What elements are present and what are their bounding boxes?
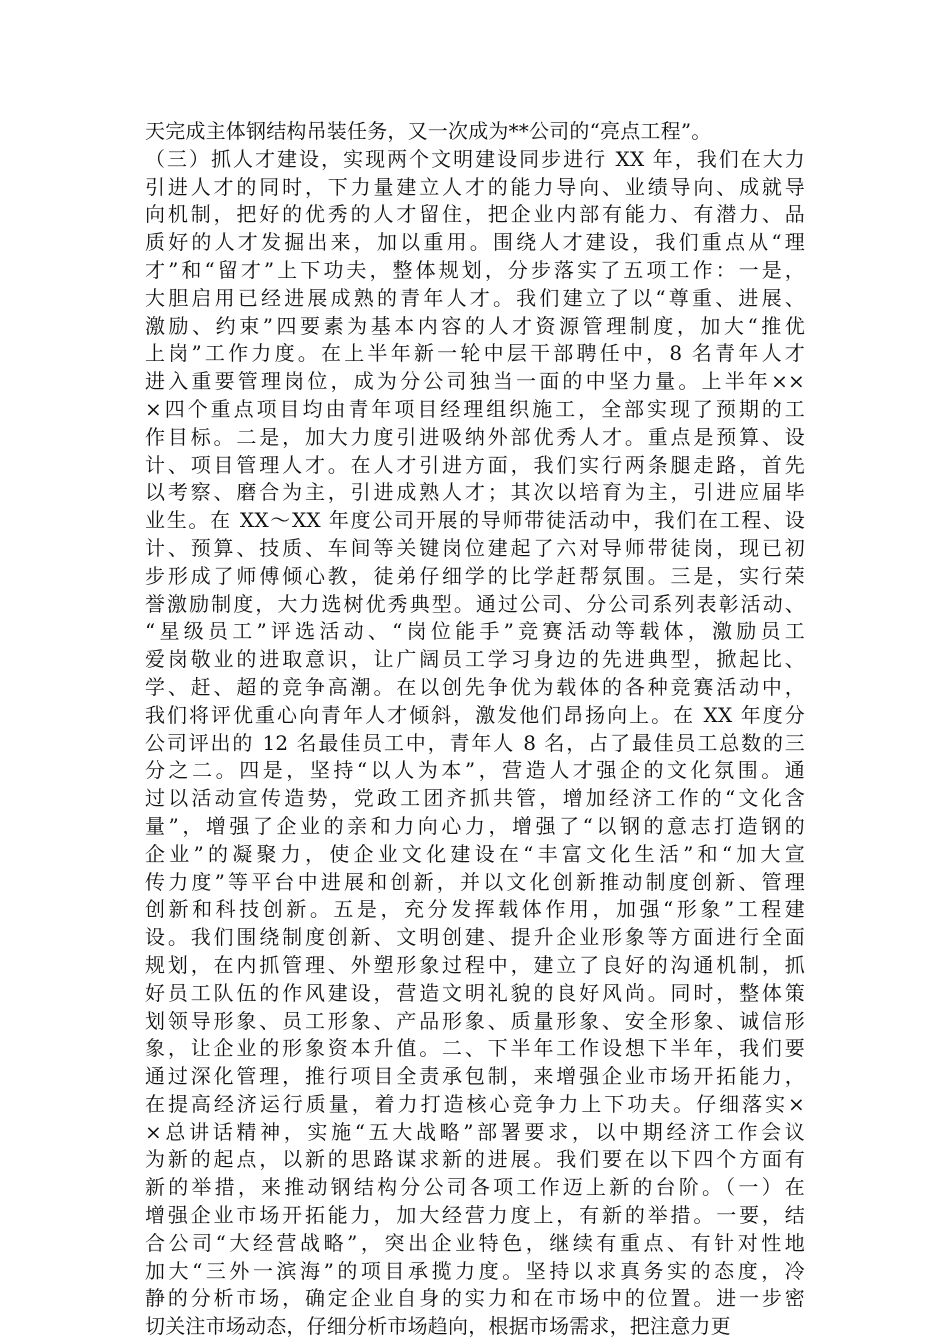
text-line: 计、预算、技质、车间等关键岗位建起了六对导师带徒岗，现已初 bbox=[145, 535, 805, 560]
text-line: 在提高经济运行质量，着力打造核心竞争力上下功夫。仔细落实× bbox=[145, 1091, 805, 1116]
text-line: 分之二。四是，坚持“以人为本”，营造人才强企的文化氛围。通 bbox=[145, 758, 805, 783]
text-line: 传力度”等平台中进展和创新，并以文化创新推动制度创新、管理 bbox=[145, 869, 805, 894]
text-line: 向机制，把好的优秀的人才留住，把企业内部有能力、有潜力、品 bbox=[145, 202, 805, 227]
text-line: 加大“三外一滨海”的项目承揽力度。坚持以求真务实的态度，冷 bbox=[145, 1258, 805, 1283]
text-line: 爱岗敬业的进取意识，让广阔员工学习身边的先进典型，掀起比、 bbox=[145, 647, 805, 672]
text-line: 象，让企业的形象资本升值。二、下半年工作设想下半年，我们要 bbox=[145, 1036, 805, 1061]
text-line: 量”，增强了企业的亲和力向心力，增强了“以钢的意志打造钢的 bbox=[145, 813, 805, 838]
text-line: 好员工队伍的作风建设，营造文明礼貌的良好风尚。同时，整体策 bbox=[145, 980, 805, 1005]
text-line: 我们将评优重心向青年人才倾斜，激发他们昂扬向上。在 XX 年度分 bbox=[145, 702, 805, 727]
text-line: 步形成了师傅倾心教，徒弟仔细学的比学赶帮氛围。三是，实行荣 bbox=[145, 563, 805, 588]
text-line: 通过深化管理，推行项目全责承包制，来增强企业市场开拓能力， bbox=[145, 1064, 805, 1089]
text-line: 进入重要管理岗位，成为分公司独当一面的中坚力量。上半年×× bbox=[145, 369, 805, 394]
text-line: 企业”的凝聚力，使企业文化建设在“丰富文化生活”和“加大宣 bbox=[145, 841, 805, 866]
text-line: “星级员工”评选活动、“岗位能手”竞赛活动等载体，激励员工 bbox=[145, 619, 805, 644]
text-line: 新的举措，来推动钢结构分公司各项工作迈上新的台阶。（一）在 bbox=[145, 1175, 805, 1200]
text-line: 质好的人才发掘出来，加以重用。围绕人才建设，我们重点从“理 bbox=[145, 230, 805, 255]
text-line: 激励、约束”四要素为基本内容的人才资源管理制度，加大“推优 bbox=[145, 313, 805, 338]
text-line: 公司评出的 12 名最佳员工中，青年人 8 名，占了最佳员工总数的三 bbox=[145, 730, 805, 755]
text-line: 增强企业市场开拓能力，加大经营力度上，有新的举措。一要，结 bbox=[145, 1203, 805, 1228]
text-line: ×总讲话精神，实施“五大战略”部署要求，以中期经济工作会议 bbox=[145, 1119, 805, 1144]
text-line: 才”和“留才”上下功夫，整体规划，分步落实了五项工作：一是， bbox=[145, 257, 805, 282]
text-line: 天完成主体钢结构吊装任务，又一次成为**公司的“亮点工程”。 bbox=[145, 119, 712, 143]
text-line: 创新和科技创新。五是，充分发挥载体作用，加强“形象”工程建 bbox=[145, 897, 805, 922]
text-line: 合公司“大经营战略”，突出企业特色，继续有重点、有针对性地 bbox=[145, 1230, 805, 1255]
text-line: 大胆启用已经进展成熟的青年人才。我们建立了以“尊重、进展、 bbox=[145, 285, 805, 310]
text-line: 业生。在 XX～XX 年度公司开展的导师带徒活动中，我们在工程、设 bbox=[145, 508, 805, 533]
text-line: 作目标。二是，加大力度引进吸纳外部优秀人才。重点是预算、设 bbox=[145, 424, 805, 449]
text-line: 为新的起点，以新的思路谋求新的进展。我们要在以下四个方面有 bbox=[145, 1147, 805, 1172]
text-line: 学、赶、超的竞争高潮。在以创先争优为载体的各种竞赛活动中， bbox=[145, 674, 805, 699]
text-line: 规划，在内抓管理、外塑形象过程中，建立了良好的沟通机制，抓 bbox=[145, 952, 805, 977]
text-line: ×四个重点项目均由青年项目经理组织施工，全部实现了预期的工 bbox=[145, 396, 805, 421]
text-line: 誉激励制度，大力选树优秀典型。通过公司、分公司系列表彰活动、 bbox=[145, 591, 805, 616]
text-line: （三）抓人才建设，实现两个文明建设同步进行 XX 年，我们在大力 bbox=[145, 146, 805, 171]
text-line: 计、项目管理人才。在人才引进方面，我们实行两条腿走路，首先 bbox=[145, 452, 805, 477]
text-line: 上岗”工作力度。在上半年新一轮中层干部聘任中，8 名青年人才 bbox=[145, 341, 805, 366]
text-line: 以考察、磨合为主，引进成熟人才；其次以培育为主，引进应届毕 bbox=[145, 480, 805, 505]
text-line: 引进人才的同时，下力量建立人才的能力导向、业绩导向、成就导 bbox=[145, 174, 805, 199]
body-text bbox=[145, 118, 805, 1341]
text-line: 划领导形象、员工形象、产品形象、质量形象、安全形象、诚信形 bbox=[145, 1008, 805, 1033]
text-line: 过以活动宣传造势，党政工团齐抓共管，增加经济工作的“文化含 bbox=[145, 786, 805, 811]
text-line: 设。我们围绕制度创新、文明创建、提升企业形象等方面进行全面 bbox=[145, 925, 805, 950]
text-line: 切关注市场动态，仔细分析市场趋向，根据市场需求，把注意力更 bbox=[145, 1314, 731, 1339]
text-line: 静的分析市场，确定企业自身的实力和在市场中的位置。进一步密 bbox=[145, 1286, 805, 1311]
